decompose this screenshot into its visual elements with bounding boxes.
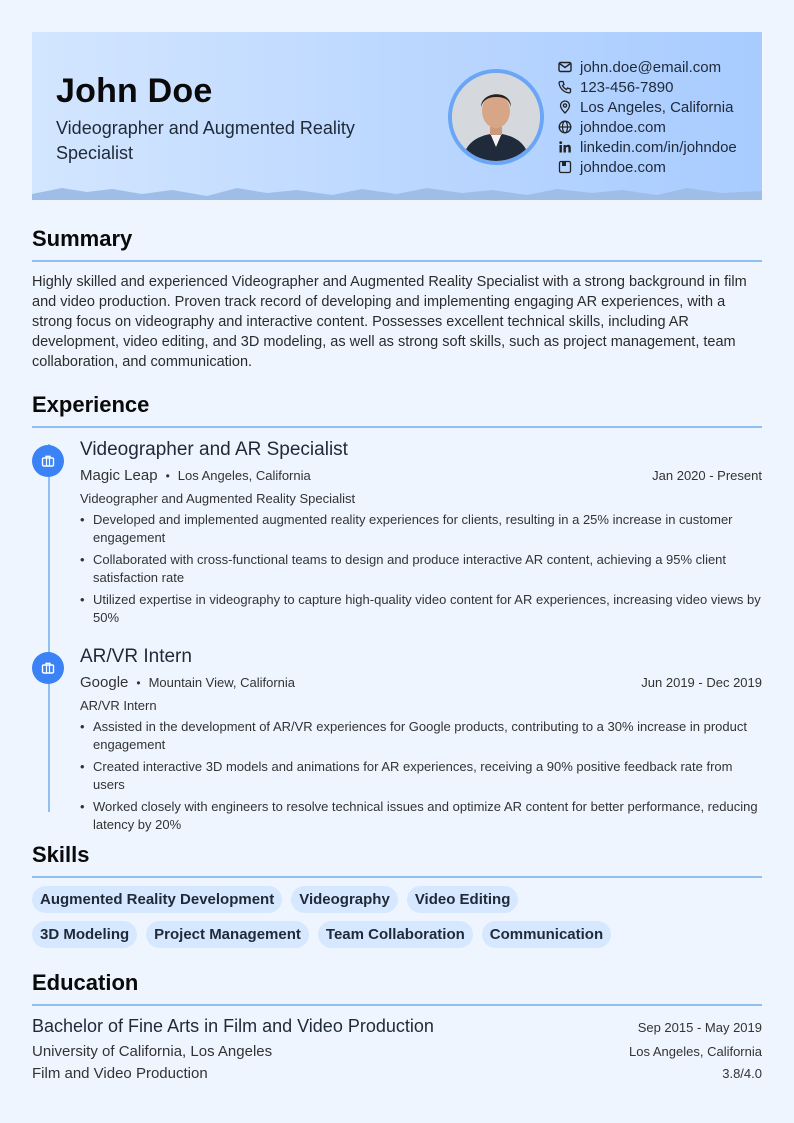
separator-dot: • bbox=[136, 675, 141, 690]
education-field: Film and Video Production bbox=[32, 1065, 208, 1082]
phone-icon bbox=[558, 80, 572, 94]
job-bullets bbox=[80, 718, 762, 838]
timeline-line bbox=[48, 444, 50, 812]
education-row bbox=[32, 1043, 762, 1060]
linkedin-icon bbox=[558, 140, 572, 154]
skill-chip: Augmented Reality Development bbox=[32, 886, 282, 913]
skills-section bbox=[32, 842, 762, 948]
resume-page bbox=[32, 32, 762, 1082]
skill-chip: Communication bbox=[482, 921, 611, 948]
contact-linkedin[interactable]: linkedin.com/in/johndoe bbox=[558, 137, 737, 157]
separator-dot: • bbox=[165, 468, 170, 483]
list-item: • Created interactive 3D models and animations for AR experiences, receiving a 90% positive feedback rate from users bbox=[80, 758, 762, 794]
summary-text: Highly skilled and experienced Videographer and Augmented Reality Specialist with a strong background in film and video production. Proven track record of developing and implementing engaging AR experiences, with a strong focus on videography and interactive content. Possesses excellent technical skills, including AR development, video editing, and 3D modeling, as well as strong soft skills, such as project management, team collaboration, and communication. bbox=[32, 274, 747, 370]
education-dates: Sep 2015 - May 2019 bbox=[637, 1020, 762, 1035]
location-pin-icon bbox=[558, 100, 572, 114]
briefcase-icon bbox=[32, 652, 64, 684]
contact-phone[interactable]: 123-456-7890 bbox=[558, 77, 737, 97]
globe-icon bbox=[558, 120, 572, 134]
list-item: • Assisted in the development of AR/VR experiences for Google products, contributing to a 30% increase in product engagement bbox=[80, 718, 762, 754]
skill-chip-list bbox=[32, 886, 632, 948]
skill-chip: Team Collaboration bbox=[318, 921, 473, 948]
job-meta bbox=[80, 674, 762, 691]
education-gpa: 3.8/4.0 bbox=[722, 1066, 762, 1081]
skill-chip: 3D Modeling bbox=[32, 921, 137, 948]
briefcase-icon bbox=[32, 445, 64, 477]
education-row bbox=[32, 1016, 762, 1037]
contact-list bbox=[558, 57, 737, 177]
job-title: AR/VR Intern bbox=[80, 646, 192, 667]
contact-website[interactable]: johndoe.com bbox=[558, 117, 737, 137]
job-company: Magic Leap bbox=[80, 467, 158, 484]
contact-email[interactable]: john.doe@email.com bbox=[558, 57, 737, 77]
skill-chip: Videography bbox=[291, 886, 398, 913]
job-bullets bbox=[80, 511, 762, 631]
education-heading: Education bbox=[32, 970, 139, 995]
skill-chip: Video Editing bbox=[407, 886, 519, 913]
education-school: University of California, Los Angeles bbox=[32, 1043, 273, 1060]
contact-location: Los Angeles, California bbox=[558, 97, 737, 117]
avatar bbox=[448, 69, 544, 165]
job-company: Google bbox=[80, 674, 129, 691]
job-dates: Jun 2019 - Dec 2019 bbox=[641, 675, 762, 690]
education-section bbox=[32, 970, 762, 1082]
header-wave-decoration bbox=[32, 184, 762, 200]
job-dates: Jan 2020 - Present bbox=[652, 468, 762, 483]
job-meta bbox=[80, 467, 762, 484]
candidate-name: John Doe bbox=[56, 72, 213, 110]
job-subtitle: Videographer and Augmented Reality Specialist bbox=[80, 491, 356, 506]
job-location: Los Angeles, California bbox=[177, 468, 311, 483]
section-divider bbox=[32, 260, 762, 262]
experience-heading: Experience bbox=[32, 392, 150, 417]
list-item: • Developed and implemented augmented reality experiences for clients, resulting in a 25% increase in customer engagement bbox=[80, 511, 762, 547]
experience-section bbox=[32, 392, 762, 832]
summary-section bbox=[32, 226, 762, 372]
section-divider bbox=[32, 876, 762, 878]
education-degree: Bachelor of Fine Arts in Film and Video Production bbox=[32, 1016, 434, 1036]
header-banner bbox=[32, 32, 762, 200]
list-item: • Worked closely with engineers to resolve technical issues and optimize AR content for better performance, reducing latency by 20% bbox=[80, 798, 762, 834]
job-location: Mountain View, California bbox=[148, 675, 296, 690]
summary-heading: Summary bbox=[32, 226, 133, 251]
list-item: • Collaborated with cross-functional teams to design and produce interactive AR content, achieving a 95% client satisfaction rate bbox=[80, 551, 762, 587]
job-subtitle: AR/VR Intern bbox=[80, 698, 157, 713]
section-divider bbox=[32, 1004, 762, 1006]
education-row bbox=[32, 1065, 762, 1082]
skill-chip: Project Management bbox=[146, 921, 309, 948]
contact-portfolio[interactable]: johndoe.com bbox=[558, 157, 737, 177]
job-title: Videographer and AR Specialist bbox=[80, 439, 348, 460]
skills-heading: Skills bbox=[32, 842, 90, 867]
mail-icon bbox=[558, 60, 572, 74]
section-divider bbox=[32, 426, 762, 428]
portfolio-icon bbox=[558, 160, 572, 174]
candidate-title: Videographer and Augmented Reality Specialist bbox=[56, 118, 355, 163]
list-item: • Utilized expertise in videography to capture high-quality video content for AR experiences, increasing video views by 50% bbox=[80, 591, 762, 627]
education-location: Los Angeles, California bbox=[629, 1044, 762, 1059]
person-photo-icon bbox=[452, 73, 540, 161]
